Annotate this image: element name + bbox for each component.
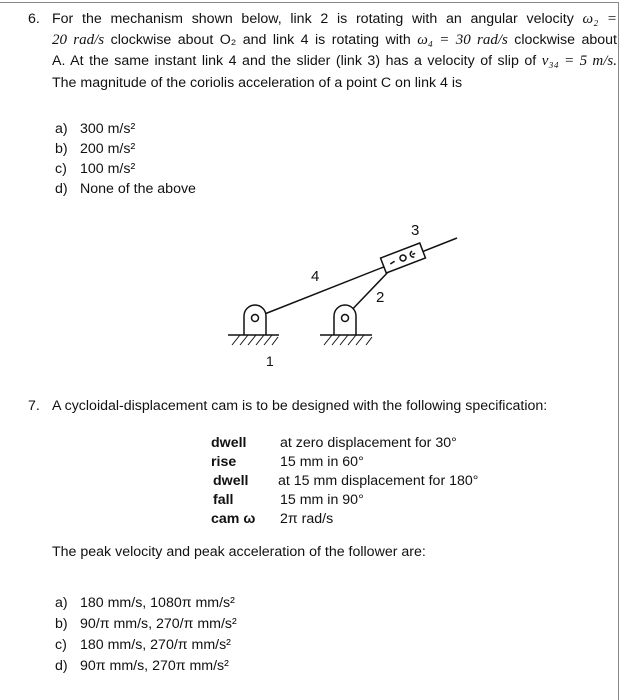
option-text: 180 mm/s, 1080π mm/s² [80, 595, 235, 611]
spec-key: dwell [213, 473, 249, 489]
option-text: 90/π mm/s, 270/π mm/s² [80, 616, 237, 632]
math-omega4: ω₄ = 30 rad/s [417, 32, 508, 48]
option-text: 100 m/s² [80, 161, 136, 177]
label-link-1: 1 [266, 353, 274, 369]
label-link-2: 2 [376, 289, 385, 306]
ground-pivot-a [244, 305, 266, 335]
spec-key: cam ω [211, 511, 256, 527]
math-value: 20 rad/s [52, 32, 105, 48]
math-omega2: ω₂ = [582, 11, 617, 27]
option-label: c) [55, 161, 67, 177]
option-text: 180 mm/s, 270/π mm/s² [80, 637, 231, 653]
option-label: b) [55, 616, 68, 632]
option-label: a) [55, 121, 68, 137]
option-label: d) [55, 181, 68, 197]
spec-value: 15 mm in 90° [280, 492, 364, 508]
text-span: clockwise about [514, 32, 617, 48]
question-number: 7. [28, 398, 40, 414]
text-span: clockwise about O₂ and link 4 is rotating with [110, 32, 411, 48]
math-v34: v₃₄ = 5 m/s. [541, 53, 617, 69]
spec-key: rise [211, 454, 237, 470]
option-label: b) [55, 141, 68, 157]
question-text-line: The magnitude of the coriolis acceleration of a point C on link 4 is [52, 75, 463, 91]
slider-link-3 [381, 243, 426, 273]
spec-value: at zero displacement for 30° [280, 435, 457, 451]
option-label: d) [55, 658, 68, 674]
option-text: None of the above [80, 181, 196, 197]
option-text: 200 m/s² [80, 141, 136, 157]
question-number: 6. [28, 11, 40, 27]
option-label: c) [55, 637, 67, 653]
text-span: For the mechanism shown below, link 2 is rotating with an angular velocity [52, 11, 574, 27]
spec-value: 15 mm in 60° [280, 454, 364, 470]
spec-key: dwell [211, 435, 247, 451]
text-span: A. At the same instant link 4 and the slider (link 3) has a velocity of slip of [52, 53, 537, 69]
question-text: A cycloidal-displacement cam is to be designed with the following specification: [52, 398, 548, 414]
spec-value: 2π rad/s [280, 511, 334, 527]
option-label: a) [55, 595, 68, 611]
option-text: 300 m/s² [80, 121, 136, 137]
ground-pivot-o2 [334, 305, 356, 335]
label-link-4: 4 [311, 268, 320, 285]
spec-value: at 15 mm displacement for 180° [278, 473, 479, 489]
question-prompt: The peak velocity and peak acceleration of the follower are: [52, 544, 426, 560]
label-link-3: 3 [411, 222, 420, 239]
option-text: 90π mm/s, 270π mm/s² [80, 658, 229, 674]
spec-key: fall [213, 492, 234, 508]
